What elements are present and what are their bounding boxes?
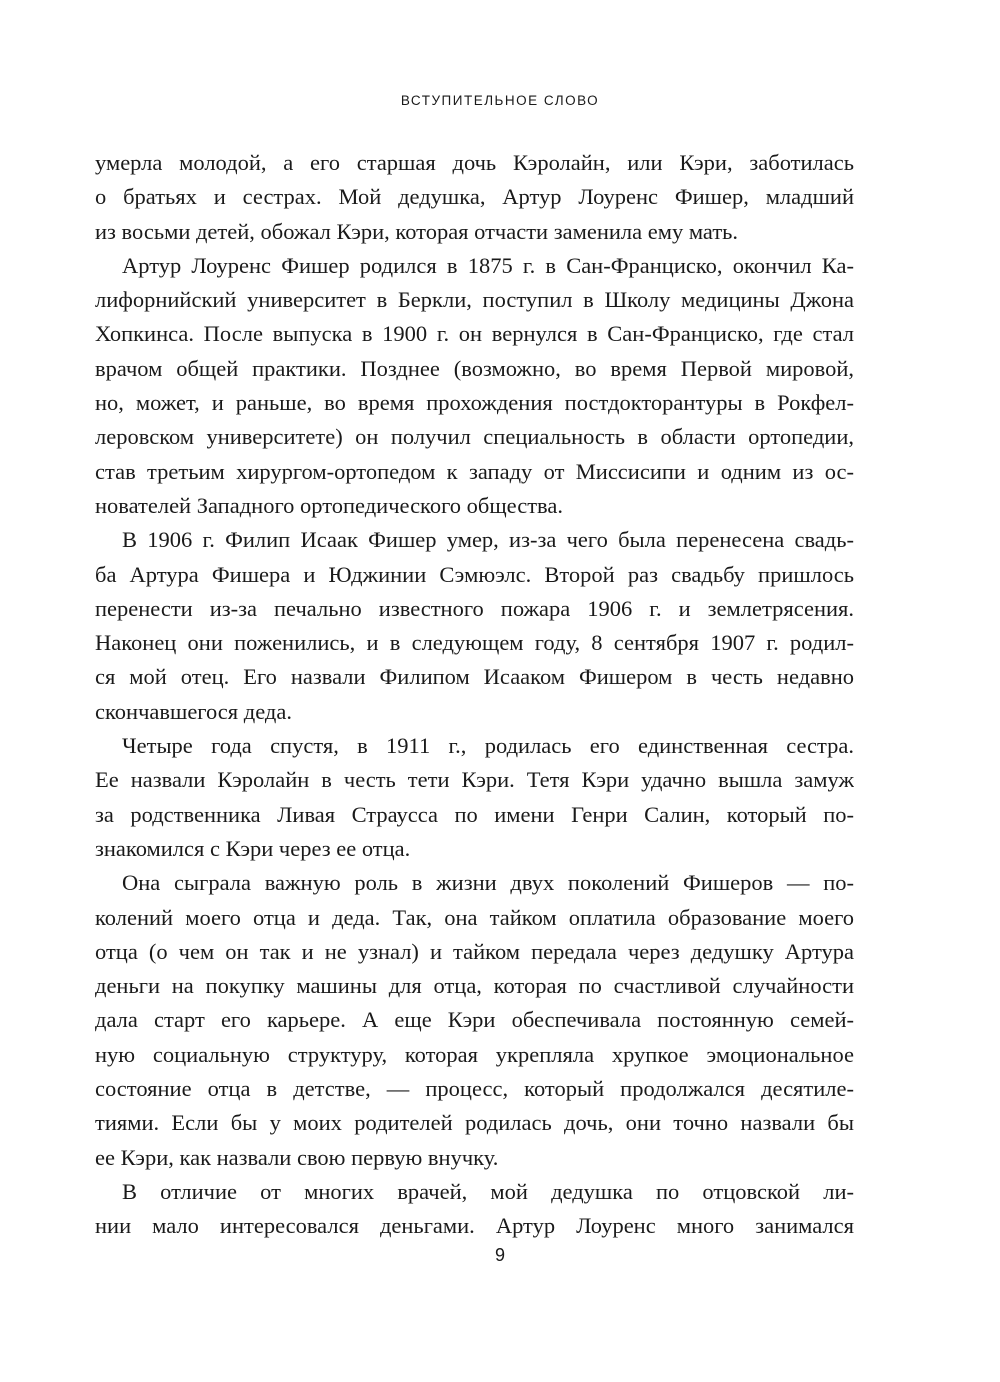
text-line: ее Кэри, как назвали свою первую внучку. [95,1144,499,1170]
text-line: ную социальную структуру, которая укрепляла хрупкое эмоциональное [95,1041,854,1067]
text-line: колений моего отца и деда. Так, она тайком оплатила образование моего [95,904,854,930]
text-line: Четыре года спустя, в 1911 г., родилась его единственная сестра. [122,733,854,759]
text-line: леровском университете) он получил специальность в области ортопедии, [95,424,854,450]
running-head: ВСТУПИТЕЛЬНОЕ СЛОВО [400,93,600,108]
text-line: состояние отца в детстве, — процесс, который продолжался десятиле- [95,1076,854,1102]
text-line: дала старт его карьере. А еще Кэри обеспечивала постоянную семей- [95,1007,854,1033]
text-line: умерла молодой, а его старшая дочь Кэролайн, или Кэри, заботилась [95,150,854,175]
text-line: В отличие от многих врачей, мой дедушка по отцовской ли- [122,1178,854,1204]
text-line: ся мой отец. Его назвали Филипом Исааком Фишером в честь недавно [95,664,854,690]
text-line: врачом общей практики. Позднее (возможно, во время Первой мировой, [95,355,854,381]
text-line: отца (о чем он так и не узнал) и тайком передала через дедушку Артура [95,938,854,964]
text-line: скончавшегося деда. [95,698,292,724]
body-text [95,146,854,1244]
text-line: но, может, и раньше, во время прохождения постдокторантуры в Рокфел- [95,390,854,416]
text-line: за родственника Ливая Страусса по имени Генри Салин, который по- [95,801,854,827]
text-line: деньги на покупку машины для отца, которая по счастливой случайности [95,973,854,999]
text-line: Наконец они поженились, и в следующем году, 8 сентября 1907 г. родил- [95,630,854,656]
text-line: став третьим хирургом-ортопедом к западу от Миссисипи и одним из ос- [95,458,854,484]
text-line: Она сыграла важную роль в жизни двух поколений Фишеров — по- [122,870,854,896]
page-number: 9 [494,1245,505,1265]
text-line: нии мало интересовался деньгами. Артур Лоуренс много занимался [95,1213,854,1239]
text-line: из восьми детей, обожал Кэри, которая отчасти заменила ему мать. [95,218,739,244]
text-line: о братьях и сестрах. Мой дедушка, Артур Лоуренс Фишер, младший [95,184,854,210]
text-line: В 1906 г. Филип Исаак Фишер умер, из-за чего была перенесена свадь- [122,527,854,553]
text-line: Ее назвали Кэролайн в честь тети Кэри. Тетя Кэри удачно вышла замуж [95,767,854,793]
text-line: тиями. Если бы у моих родителей родилась дочь, они точно назвали бы [95,1110,854,1136]
text-line: Артур Лоуренс Фишер родился в 1875 г. в Сан-Франциско, окончил Ка- [122,252,854,278]
text-line: перенести из-за печально известного пожара 1906 г. и землетрясения. [95,595,854,621]
text-line: знакомился с Кэри через ее отца. [95,835,411,861]
text-line: лифорнийский университет в Беркли, поступил в Школу медицины Джона [95,287,854,313]
text-line: нователей Западного ортопедического общества. [95,492,563,518]
text-line: ба Артура Фишера и Юджинии Сэмюэлс. Второй раз свадьбу пришлось [95,561,854,587]
text-line: Хопкинса. После выпуска в 1900 г. он вернулся в Сан-Франциско, где стал [95,321,854,347]
